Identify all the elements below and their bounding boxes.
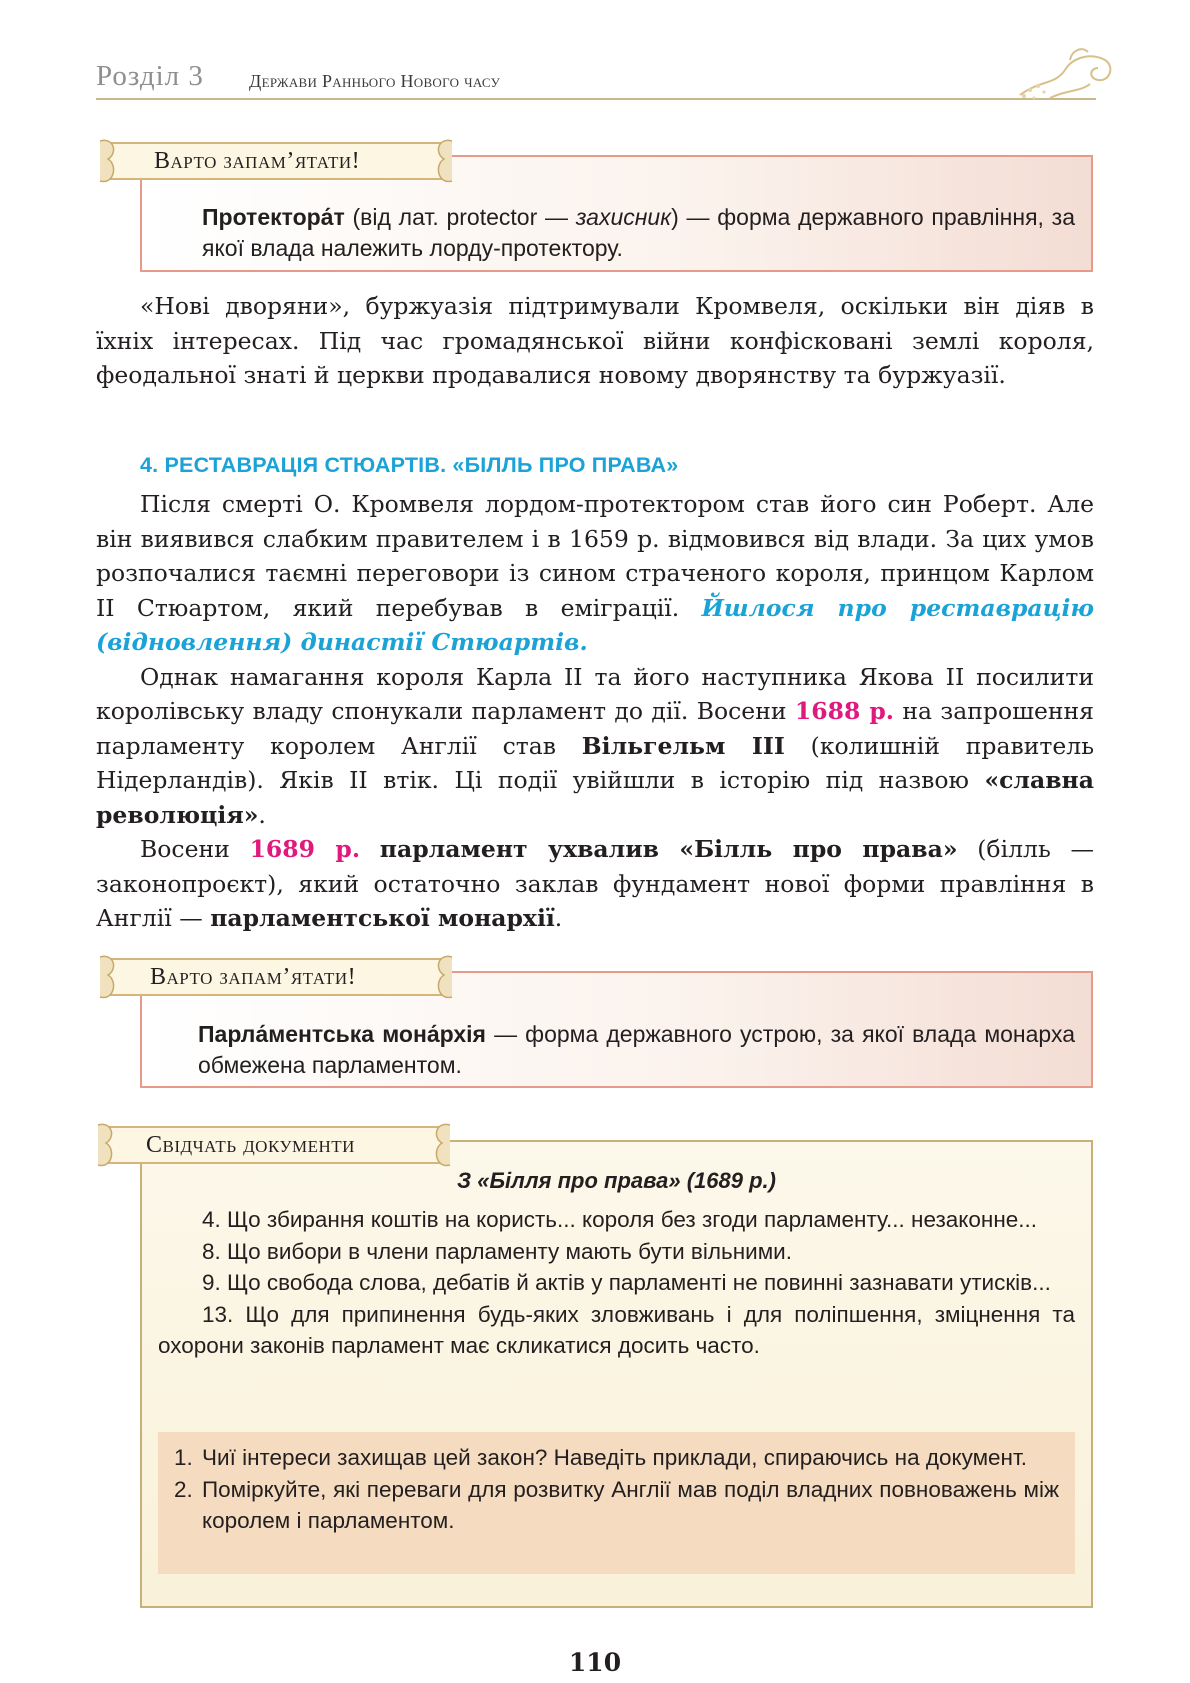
excerpt-item: 4. Що збирання коштів на користь... короля без згоди парламенту... незаконне... <box>202 1207 1038 1232</box>
header-rule <box>96 98 1096 100</box>
excerpt-item: 8. Що вибори в члени парламенту мають бути вільними. <box>202 1238 792 1264</box>
paragraph-new-nobles: «Нові дворяни», буржуазія підтримували Кромвеля, оскільки він діяв в їхніх інтересах. Під час громадянської війни конфісковані землі короля, феодальної знаті й церкви продавалися новому дворянству та буржуазії. <box>96 292 1094 389</box>
term-monarchy: Парла́ментська мона́рхія <box>198 1021 486 1047</box>
remember-tab-label: Варто запам’ятати! <box>150 964 357 990</box>
term-protectorate: Протектора́т <box>202 204 345 230</box>
document-excerpts <box>158 1204 1075 1362</box>
paragraph-glorious-revolution: Однак намагання короля Карла ІІ та його наступника Якова ІІ посилити королівську владу спонукали парламент до дії. Восени 1688 р. на запрошення парламенту королем Англії став Вільгельм ІІІ (колишній правитель Нідерландів). Яків ІІ втік. Ці події увійшли в історію під назвою «славна революція». <box>96 662 1095 829</box>
parliamentary-monarchy: парламентської монархії <box>210 904 555 932</box>
section-subheading: 4. РЕСТАВРАЦІЯ СТЮАРТІВ. «БІЛЛЬ ПРО ПРАВА» <box>140 453 679 477</box>
paragraph-bill-of-rights: Восени 1689 р. парламент ухвалив «Білль про права» (білль — законопроєкт), який остаточно заклав фундамент нової форми правління в Англії — парламентської монархії. <box>96 835 1094 932</box>
documents-tab-label: Свідчать документи <box>146 1132 355 1158</box>
remember-tab-label: Варто запам’ятати! <box>154 148 361 174</box>
questions-box <box>158 1432 1075 1574</box>
excerpt-item: 13. Що для припинення будь-яких зловживань і для поліпшення, зміцнення та охорони законів парламент має скликатися досить часто. <box>158 1301 1075 1358</box>
definition-protectorate: Протектора́т (від лат. protector — захисник) — форма державного правління, за якої влада належить лорду-протектору. <box>202 204 1075 261</box>
question-item: 2. Поміркуйте, які переваги для розвитку Англії мав поділ владних повноважень між королем і парламентом. <box>174 1476 1059 1533</box>
highlight-restoration: Йшлося про реставрацію (відновлення) династії Стюартів. <box>96 593 1094 656</box>
glorious-revolution: «славна революція» <box>96 766 1094 829</box>
section-label: Розділ 3 <box>96 60 204 92</box>
page-header <box>96 58 1094 102</box>
definition-monarchy: Парла́ментська мона́рхія — форма державного устрою, за якої влада монарха обмежена парламентом. <box>198 1021 1075 1078</box>
year-1688: 1688 р. <box>794 697 894 725</box>
chapter-title: Держави Раннього Нового часу <box>249 71 501 91</box>
king-william: Вільгельм ІІІ <box>581 731 785 760</box>
year-1689: 1689 р. <box>249 835 361 863</box>
excerpt-item: 9. Що свобода слова, дебатів й актів у парламенті не повинні зазнавати утисків... <box>202 1270 1051 1295</box>
question-item: 1. Чиї інтереси захищав цей закон? Наведіть приклади, спираючись на документ. <box>174 1445 1028 1470</box>
document-title: З «Білля про права» (1689 р.) <box>457 1168 776 1193</box>
page-number: 110 <box>568 1648 622 1677</box>
paragraph-cromwell-son: Після смерті О. Кромвеля лордом-протектором став його син Роберт. Але він виявився слабким правителем і в 1659 р. відмовився від влади. За цих умов розпочалися таємні переговори із сином страченого короля, принцом Карлом ІІ Стюартом, який перебував в еміграції. Йшлося про реставрацію (відновлення) династії Стюартів. <box>96 490 1094 656</box>
floral-ornament-icon <box>1010 40 1120 110</box>
documents-box <box>140 1140 1093 1608</box>
main-text-restoration <box>96 487 1094 936</box>
